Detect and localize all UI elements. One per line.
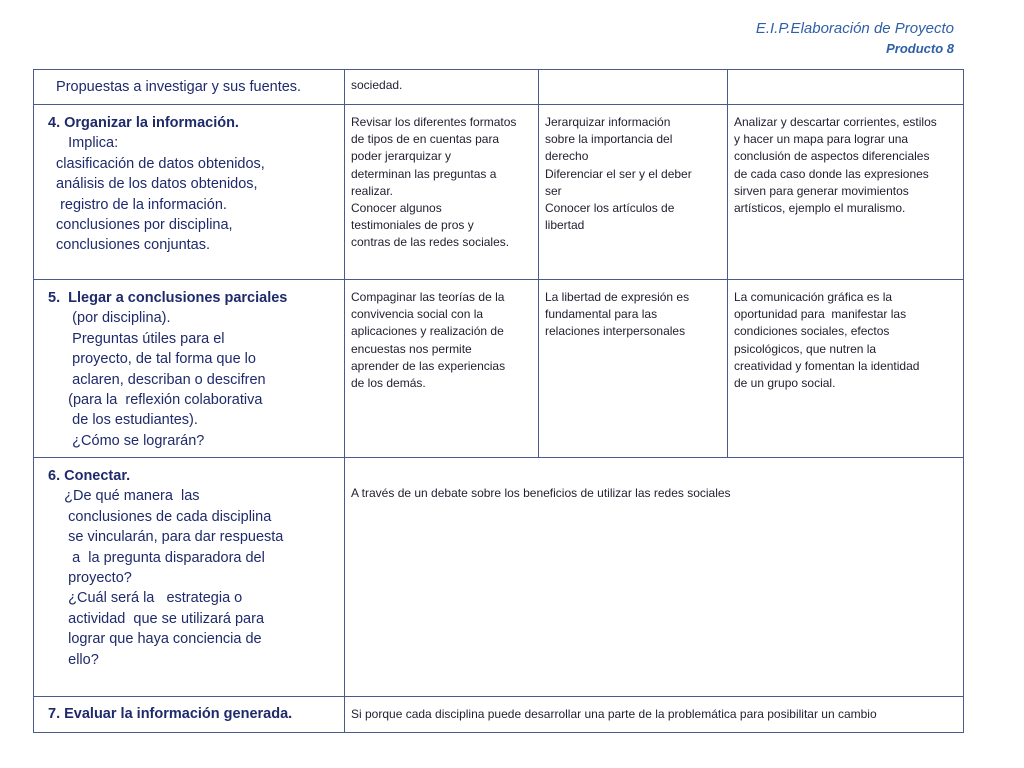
step-text: registro de la información. [48, 196, 227, 213]
step-text: lograr que haya conciencia de [48, 631, 262, 648]
cell-text: contras de las redes sociales. [351, 235, 510, 250]
cell-text: A través de un debate sobre los beneficios de utilizar las redes sociales [351, 486, 731, 500]
cell-text: Revisar los diferentes formatos [351, 115, 517, 129]
step-text: (para la reflexión colaborativa [48, 392, 263, 409]
step-text: Preguntas útiles para el [48, 330, 225, 347]
step-text: a la pregunta disparadora del [48, 549, 265, 566]
cell-text: sirven para generar movimientos [734, 183, 909, 198]
step-text: aclaren, describan o descifren [48, 371, 266, 388]
cell-text: encuestas nos permite [351, 341, 472, 356]
step-text: conclusiones por disciplina, [48, 217, 233, 234]
step-title: 7. Evaluar la información generada. [48, 706, 293, 722]
cell-text: poder jerarquizar y [351, 149, 452, 164]
cell-text: oportunidad para manifestar las [734, 307, 907, 322]
cell-text: determinan las preguntas a [351, 166, 497, 181]
cell-text: conclusión de aspectos diferenciales [734, 149, 930, 164]
cell-text: libertad [545, 218, 585, 233]
step-cell [34, 70, 345, 105]
step-cell [34, 458, 345, 697]
step-text: conclusiones conjuntas. [48, 237, 211, 254]
cell-text: sobre la importancia del [545, 132, 673, 147]
step-text: ello? [48, 651, 99, 668]
cell-text: Si porque cada disciplina puede desarrollar una parte de la problemática para posibilitar un cambio [351, 707, 877, 721]
content-cell [539, 280, 728, 458]
cell-text: convivencia social con la [351, 307, 484, 322]
table-row [34, 280, 964, 458]
step-cell [34, 105, 345, 280]
product-label: Producto 8 [886, 41, 954, 56]
step-title: 4. Organizar la información. [48, 115, 239, 131]
content-cell [539, 70, 728, 105]
cell-text: fundamental para las [545, 307, 658, 322]
cell-text: Compaginar las teorías de la [351, 290, 505, 304]
cell-text: Diferenciar el ser y el deber [545, 166, 692, 181]
cell-text: condiciones sociales, efectos [734, 324, 890, 339]
document-header [756, 18, 954, 58]
content-cell [728, 70, 964, 105]
step-text: actividad que se utilizará para [48, 610, 265, 627]
step-text: ¿Cómo se lograrán? [48, 432, 205, 449]
cell-text: aprender de las experiencias [351, 358, 506, 373]
cell-text: realizar. [351, 183, 394, 198]
table-row [34, 105, 964, 280]
cell-text: psicológicos, que nutren la [734, 341, 877, 356]
content-cell [345, 105, 539, 280]
cell-text: La comunicación gráfica es la [734, 290, 893, 304]
cell-text: de un grupo social. [734, 376, 836, 391]
step-text: clasificación de datos obtenidos, [48, 155, 265, 172]
content-cell [539, 105, 728, 280]
content-cell [345, 697, 964, 733]
cell-text: creatividad y fomentan la identidad [734, 358, 920, 373]
table-row [34, 70, 964, 105]
step-title: 6. Conectar. [48, 468, 131, 484]
cell-text: de tipos de en cuentas para [351, 132, 500, 147]
cell-text: Jerarquizar información [545, 115, 671, 129]
cell-text: de los demás. [351, 376, 426, 391]
cell-text: relaciones interpersonales [545, 324, 686, 339]
content-cell [345, 458, 964, 697]
cell-text: de cada caso donde las expresiones [734, 166, 929, 181]
step-cell [34, 697, 345, 733]
content-cell [728, 280, 964, 458]
cell-text: Conocer algunos [351, 201, 442, 216]
cell-text: y hacer un mapa para lograr una [734, 132, 909, 147]
step-cell [34, 280, 345, 458]
step-text: de los estudiantes). [48, 412, 198, 429]
cell-text: derecho [545, 149, 589, 164]
cell-text: Conocer los artículos de [545, 201, 675, 216]
cell-text: Analizar y descartar corrientes, estilos [734, 115, 937, 129]
table-row [34, 458, 964, 697]
project-title: E.I.P.Elaboración de Proyecto [755, 20, 954, 37]
cell-text: sociedad. [351, 78, 403, 92]
step-title: 5. Llegar a conclusiones parciales [48, 290, 288, 306]
step-text: proyecto? [48, 570, 132, 587]
content-cell [345, 280, 539, 458]
step-text: Propuestas a investigar y sus fuentes. [48, 79, 302, 95]
step-text: proyecto, de tal forma que lo [48, 351, 256, 368]
step-text: ¿De qué manera las [48, 488, 200, 505]
step-text: Implica: [48, 135, 119, 152]
step-text: conclusiones de cada disciplina [48, 508, 272, 525]
step-text: se vincularán, para dar respuesta [48, 529, 284, 546]
table-row [34, 697, 964, 733]
step-text: análisis de los datos obtenidos, [48, 176, 258, 193]
cell-text: La libertad de expresión es [545, 290, 690, 304]
cell-text: ser [545, 183, 562, 198]
content-cell [345, 70, 539, 105]
cell-text: artísticos, ejemplo el muralismo. [734, 201, 906, 216]
content-cell [728, 105, 964, 280]
step-text: ¿Cuál será la estrategia o [48, 590, 243, 607]
cell-text: aplicaciones y realización de [351, 324, 504, 339]
step-text: (por disciplina). [48, 310, 171, 327]
cell-text: testimoniales de pros y [351, 218, 474, 233]
project-table [33, 69, 964, 733]
